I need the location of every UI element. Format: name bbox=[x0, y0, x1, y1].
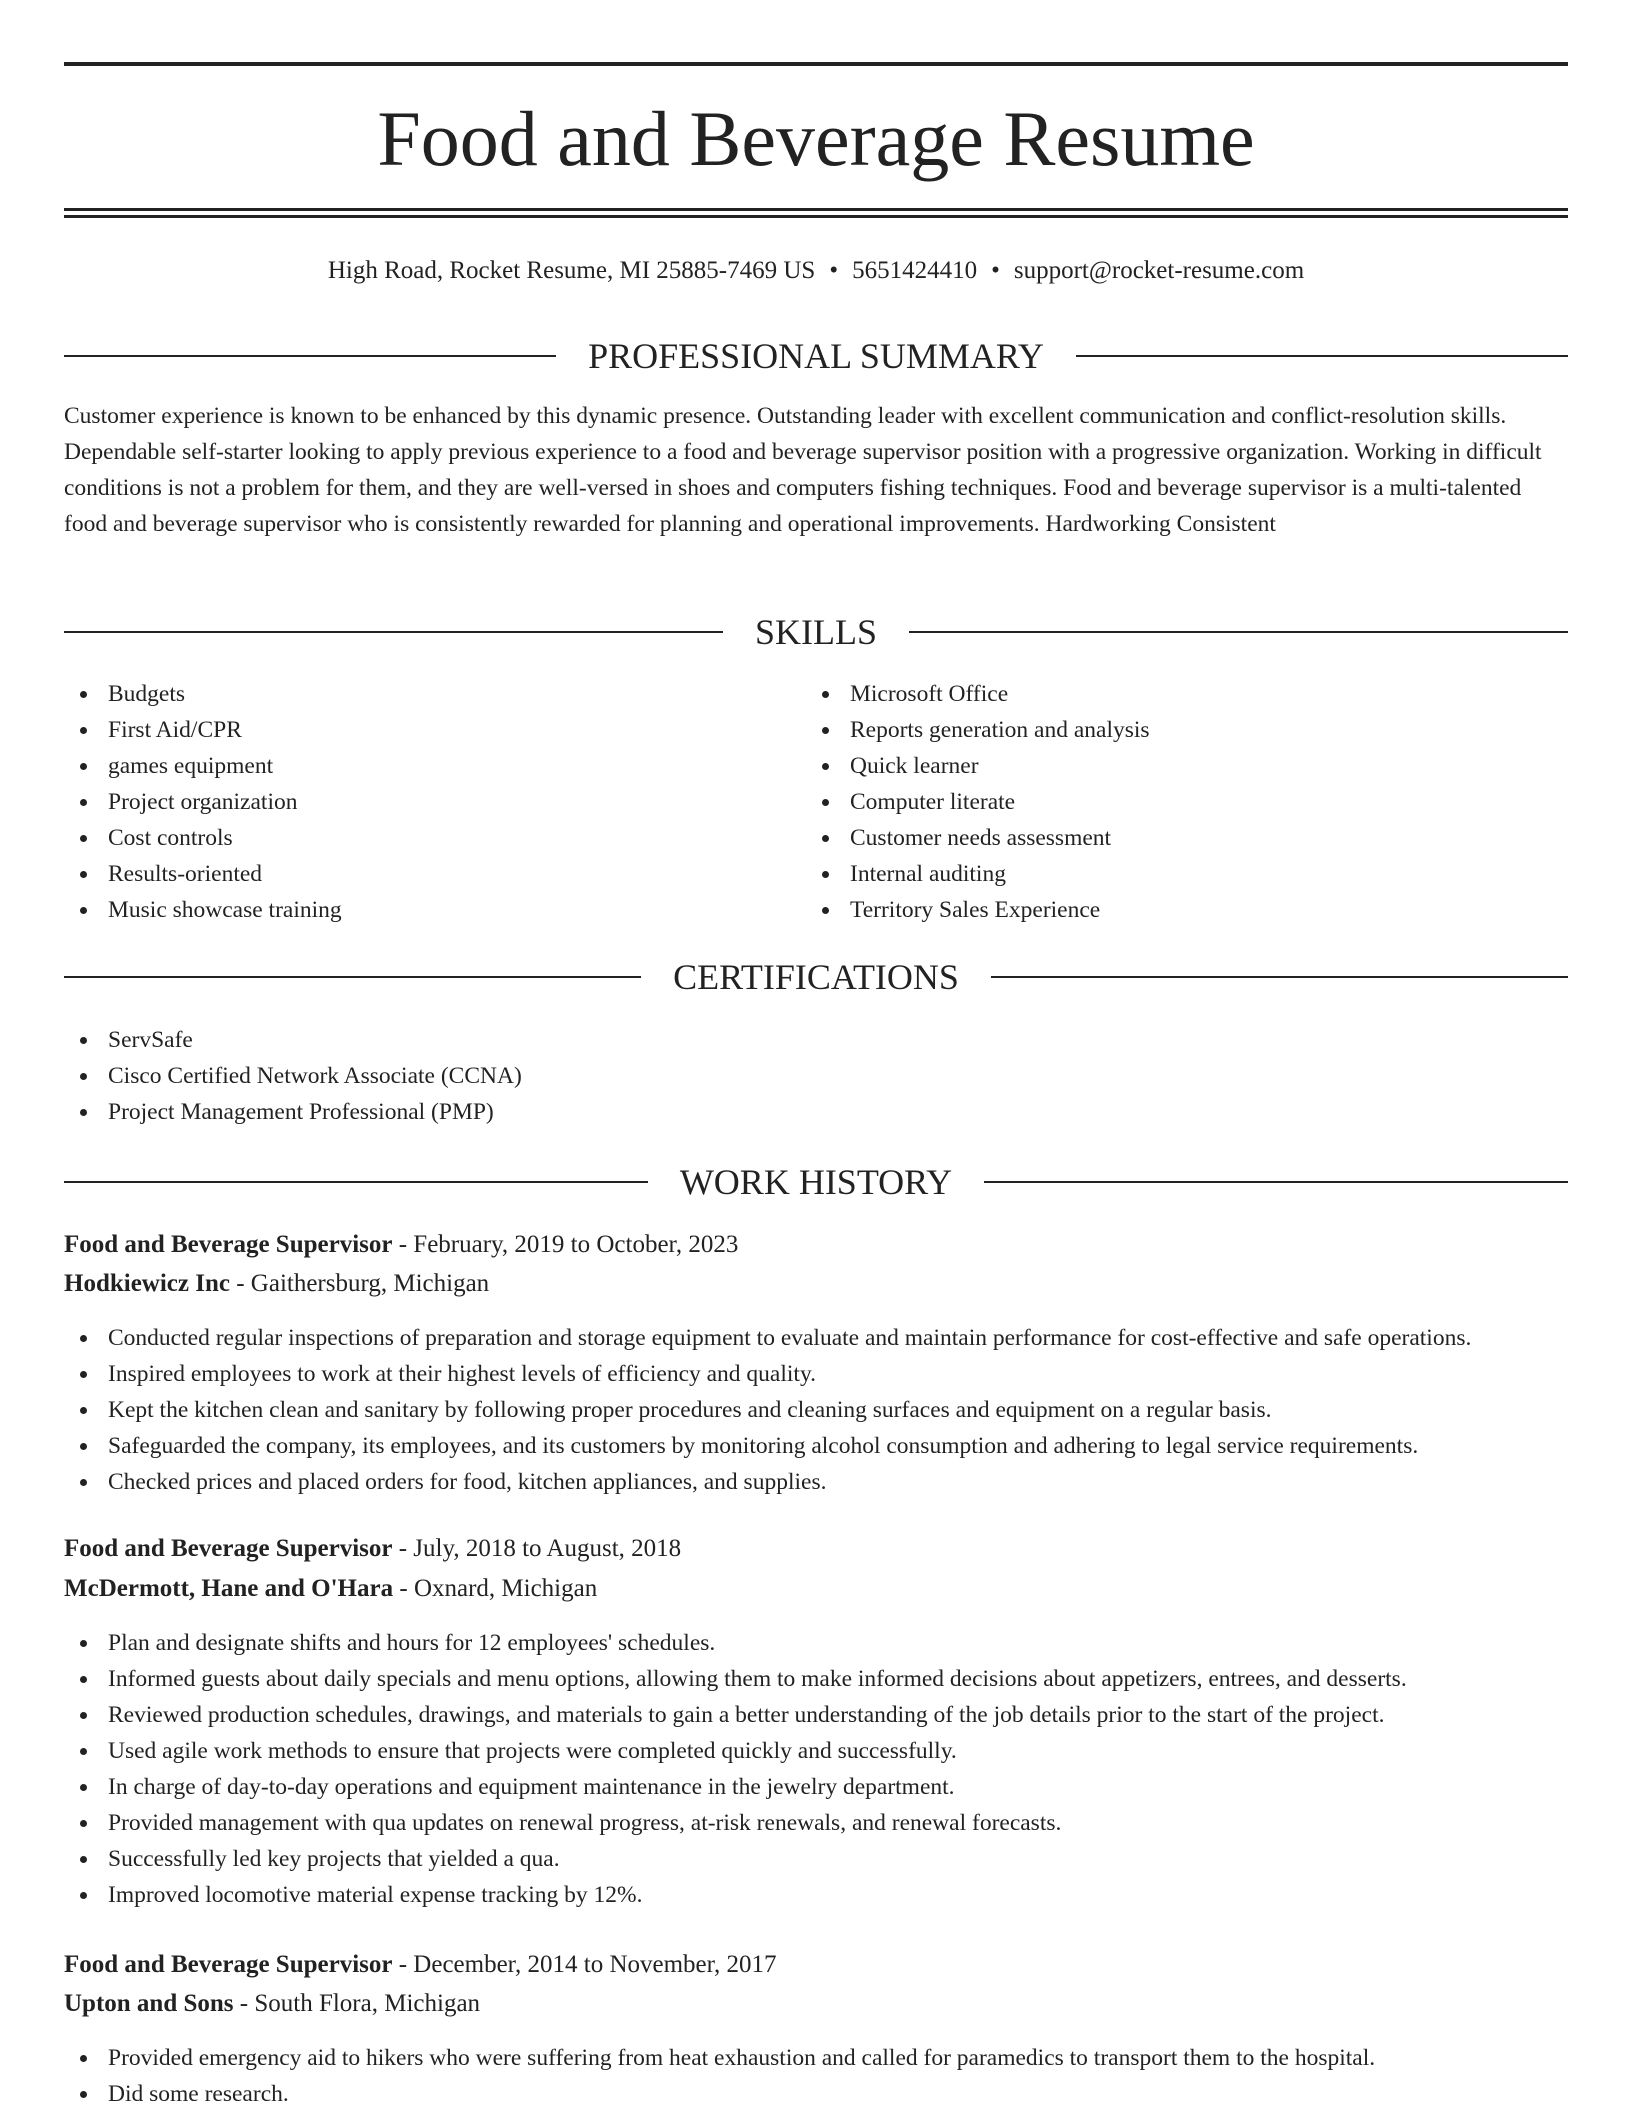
job-company-line bbox=[64, 1985, 1568, 2023]
joiner: - bbox=[393, 1575, 414, 1602]
resume-title: Food and Beverage Resume bbox=[377, 95, 1255, 182]
summary-text: Customer experience is known to be enhanced by this dynamic presence. Outstanding leader with excellent communication and conflict-resolution skills. Dependable self-starter looking to apply previous experience to a food and beverage supervisor position with a progressive organization. Working in difficult conditions is not a problem for them, and they are well-versed in shoes and computers fishing techniques. Food and beverage supervisor is a multi-talented food and beverage supervisor who is consistently rewarded for planning and operational improvements. Hardworking Consistent bbox=[64, 403, 1542, 537]
contact-address: High Road, Rocket Resume, MI 25885-7469 US bbox=[327, 257, 816, 284]
skill-item: Internal auditing bbox=[806, 856, 1150, 892]
title-rule-upper bbox=[64, 208, 1568, 211]
joiner: - bbox=[392, 1231, 414, 1258]
job-title-line bbox=[64, 1226, 1568, 1264]
contact-separator: • bbox=[829, 257, 839, 284]
title-rule-lower bbox=[64, 215, 1568, 218]
job-bullet: Reviewed production schedules, drawings, and materials to gain a better understanding of the job details prior to the start of the project. bbox=[64, 1697, 1407, 1733]
job-company: Upton and Sons bbox=[64, 1990, 234, 2017]
heading-rule bbox=[64, 355, 556, 357]
job-title: Food and Beverage Supervisor bbox=[64, 1231, 393, 1258]
certification-item: Project Management Professional (PMP) bbox=[64, 1094, 522, 1130]
job-location: Oxnard, Michigan bbox=[413, 1575, 598, 1602]
skills-list-left bbox=[64, 676, 342, 928]
contact-line bbox=[64, 254, 1568, 288]
joiner: - bbox=[392, 1951, 414, 1978]
skill-item: Computer literate bbox=[806, 784, 1150, 820]
job-bullets bbox=[64, 2040, 1375, 2112]
heading-rule bbox=[64, 631, 723, 633]
job-bullet: Kept the kitchen clean and sanitary by following proper procedures and cleaning surfaces and equipment on a regular basis. bbox=[64, 1392, 1471, 1428]
section-heading-skills bbox=[64, 610, 1568, 654]
job-company-line bbox=[64, 1570, 1568, 1608]
job-title: Food and Beverage Supervisor bbox=[64, 1535, 393, 1562]
top-rule bbox=[64, 62, 1568, 66]
job-dates: July, 2018 to August, 2018 bbox=[413, 1535, 682, 1562]
job-bullet: Provided management with qua updates on renewal progress, at-risk renewals, and renewal forecasts. bbox=[64, 1805, 1407, 1841]
skill-item: Project organization bbox=[64, 784, 342, 820]
job-bullets bbox=[64, 1320, 1471, 1500]
section-heading-certifications bbox=[64, 955, 1568, 999]
job-bullets bbox=[64, 1625, 1407, 1913]
contact-phone: 5651424410 bbox=[852, 257, 978, 284]
section-title: WORK HISTORY bbox=[679, 1162, 953, 1202]
certification-item: Cisco Certified Network Associate (CCNA) bbox=[64, 1058, 522, 1094]
job-dates: December, 2014 to November, 2017 bbox=[413, 1951, 777, 1978]
job-bullet: Conducted regular inspections of preparation and storage equipment to evaluate and maintain performance for cost-effective and safe operations. bbox=[64, 1320, 1471, 1356]
section-title: PROFESSIONAL SUMMARY bbox=[588, 336, 1044, 376]
job-title-line bbox=[64, 1530, 1568, 1568]
skill-item: Microsoft Office bbox=[806, 676, 1150, 712]
job-company: McDermott, Hane and O'Hara bbox=[64, 1575, 394, 1602]
job-bullet: Did some research. bbox=[64, 2076, 1375, 2112]
section-title: CERTIFICATIONS bbox=[673, 957, 959, 997]
section-heading-work-history bbox=[64, 1160, 1568, 1204]
section-heading-summary bbox=[64, 334, 1568, 378]
job-bullet: In charge of day-to-day operations and equipment maintenance in the jewelry department. bbox=[64, 1769, 1407, 1805]
heading-rule bbox=[909, 631, 1568, 633]
heading-rule bbox=[991, 976, 1568, 978]
joiner: - bbox=[392, 1535, 414, 1562]
skill-item: First Aid/CPR bbox=[64, 712, 342, 748]
job-company: Hodkiewicz Inc bbox=[64, 1270, 230, 1297]
skills-list-right bbox=[806, 676, 1150, 928]
skill-item: Budgets bbox=[64, 676, 342, 712]
job-title: Food and Beverage Supervisor bbox=[64, 1951, 393, 1978]
skill-item: Results-oriented bbox=[64, 856, 342, 892]
job-dates: February, 2019 to October, 2023 bbox=[413, 1231, 739, 1258]
job-bullet: Inspired employees to work at their highest levels of efficiency and quality. bbox=[64, 1356, 1471, 1392]
skill-item: Quick learner bbox=[806, 748, 1150, 784]
job-bullet: Provided emergency aid to hikers who were suffering from heat exhaustion and called for paramedics to transport them to the hospital. bbox=[64, 2040, 1375, 2076]
skill-item: Reports generation and analysis bbox=[806, 712, 1150, 748]
skill-item: Customer needs assessment bbox=[806, 820, 1150, 856]
job-location: South Flora, Michigan bbox=[254, 1990, 481, 2017]
job-bullet: Informed guests about daily specials and menu options, allowing them to make informed decisions about appetizers, entrees, and desserts. bbox=[64, 1661, 1407, 1697]
heading-rule bbox=[984, 1181, 1568, 1183]
joiner: - bbox=[229, 1270, 251, 1297]
certification-item: ServSafe bbox=[64, 1022, 522, 1058]
skill-item: games equipment bbox=[64, 748, 342, 784]
certifications-list bbox=[64, 1022, 522, 1130]
job-bullet: Safeguarded the company, its employees, and its customers by monitoring alcohol consumption and adhering to legal service requirements. bbox=[64, 1428, 1471, 1464]
job-bullet: Checked prices and placed orders for food, kitchen appliances, and supplies. bbox=[64, 1464, 1471, 1500]
contact-separator: • bbox=[991, 257, 1000, 284]
job-bullet: Improved locomotive material expense tracking by 12%. bbox=[64, 1877, 1407, 1913]
skill-item: Music showcase training bbox=[64, 892, 342, 928]
heading-rule bbox=[1076, 355, 1568, 357]
section-title: SKILLS bbox=[755, 612, 878, 652]
job-company-line bbox=[64, 1265, 1568, 1303]
job-bullet: Plan and designate shifts and hours for 12 employees' schedules. bbox=[64, 1625, 1407, 1661]
job-bullet: Used agile work methods to ensure that projects were completed quickly and successfully. bbox=[64, 1733, 1407, 1769]
job-title-line bbox=[64, 1946, 1568, 1984]
job-location: Gaithersburg, Michigan bbox=[250, 1270, 490, 1297]
contact-email: support@rocket-resume.com bbox=[1013, 257, 1305, 284]
joiner: - bbox=[233, 1990, 255, 2017]
heading-rule bbox=[64, 1181, 648, 1183]
skill-item: Territory Sales Experience bbox=[806, 892, 1150, 928]
heading-rule bbox=[64, 976, 641, 978]
job-bullet: Successfully led key projects that yielded a qua. bbox=[64, 1841, 1407, 1877]
skill-item: Cost controls bbox=[64, 820, 342, 856]
